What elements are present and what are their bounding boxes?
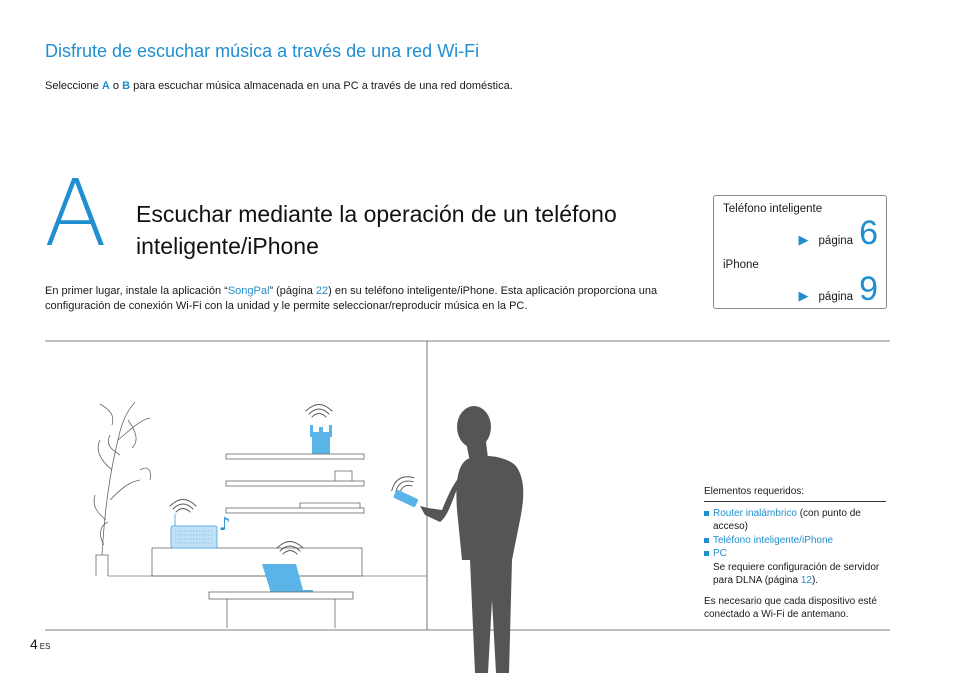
smartphone	[393, 489, 419, 507]
para-pre: En primer lugar, instale la aplicación “	[45, 285, 228, 297]
language-code: ES	[39, 642, 51, 651]
page-number	[30, 636, 50, 652]
iphone-label: iPhone	[723, 259, 759, 271]
smartphone-item: Teléfono inteligente/iPhone	[713, 534, 834, 546]
wifi-icon	[388, 472, 414, 493]
page-word: página	[818, 235, 854, 247]
page-ref-link[interactable]: 12	[800, 575, 812, 586]
page-word: página	[818, 291, 854, 303]
wifi-icon	[306, 405, 332, 418]
para-post: ) en su teléfono inteligente/iPhone. Esta aplicación proporciona una configuración de conexión Wi-Fi con la unidad y le permite seleccionar/reproducir música en la PC.	[45, 285, 658, 312]
pc-note-pre: Se requiere configuración de servidor para DLNA (página	[713, 561, 880, 586]
wireless-router	[310, 425, 332, 454]
pc-note-post: ).	[811, 575, 819, 586]
section-title: Escuchar mediante la operación de un teléfono inteligente/iPhone	[136, 201, 617, 259]
page-number-6: 6	[859, 214, 878, 252]
speaker-stand	[152, 548, 362, 576]
intro-pre: Seleccione	[45, 80, 102, 92]
arrow-right-icon: ▶	[798, 288, 809, 303]
arrow-right-icon: ▶	[798, 232, 809, 247]
page-title: Disfrute de escuchar música a través de una red Wi-Fi	[45, 41, 480, 61]
pc-item: PC	[713, 548, 727, 559]
wall-shelves	[226, 454, 364, 513]
music-note-icon: ♪	[219, 514, 231, 535]
intro-option-a: A	[101, 80, 110, 92]
coffee-table	[209, 592, 353, 628]
list-item	[704, 534, 886, 548]
intro-option-b: B	[122, 80, 131, 92]
bullet-icon	[704, 551, 709, 556]
page-number-value: 4	[30, 636, 38, 652]
songpal-app-name: SongPal	[227, 285, 270, 297]
section-letter: A	[44, 160, 107, 267]
bullet-icon	[704, 511, 709, 516]
smartphone-label: Teléfono inteligente	[723, 203, 823, 215]
router-item: Router inalámbrico	[713, 507, 797, 519]
plant-illustration	[94, 402, 150, 576]
speaker-unit	[171, 514, 217, 548]
page-ref-link[interactable]: 22	[315, 285, 329, 297]
wifi-icon	[170, 500, 196, 513]
list-item	[704, 507, 886, 534]
laptop	[262, 564, 313, 592]
intro-post: para escuchar música almacenada en una PC a través de una red doméstica.	[130, 80, 513, 92]
requirements-panel	[704, 485, 886, 622]
bullet-icon	[704, 538, 709, 543]
list-item	[704, 547, 886, 588]
page-number-9: 9	[859, 270, 878, 308]
router-item-detail: (con punto de acceso)	[713, 507, 861, 532]
para-mid: ” (página	[269, 285, 316, 297]
wifi-note: Es necesario que cada dispositivo esté conectado a Wi-Fi de antemano.	[704, 595, 877, 620]
person-silhouette	[420, 406, 523, 673]
requirements-list	[704, 507, 886, 588]
intro-mid: o	[109, 80, 123, 92]
requirements-heading: Elementos requeridos:	[704, 485, 886, 502]
